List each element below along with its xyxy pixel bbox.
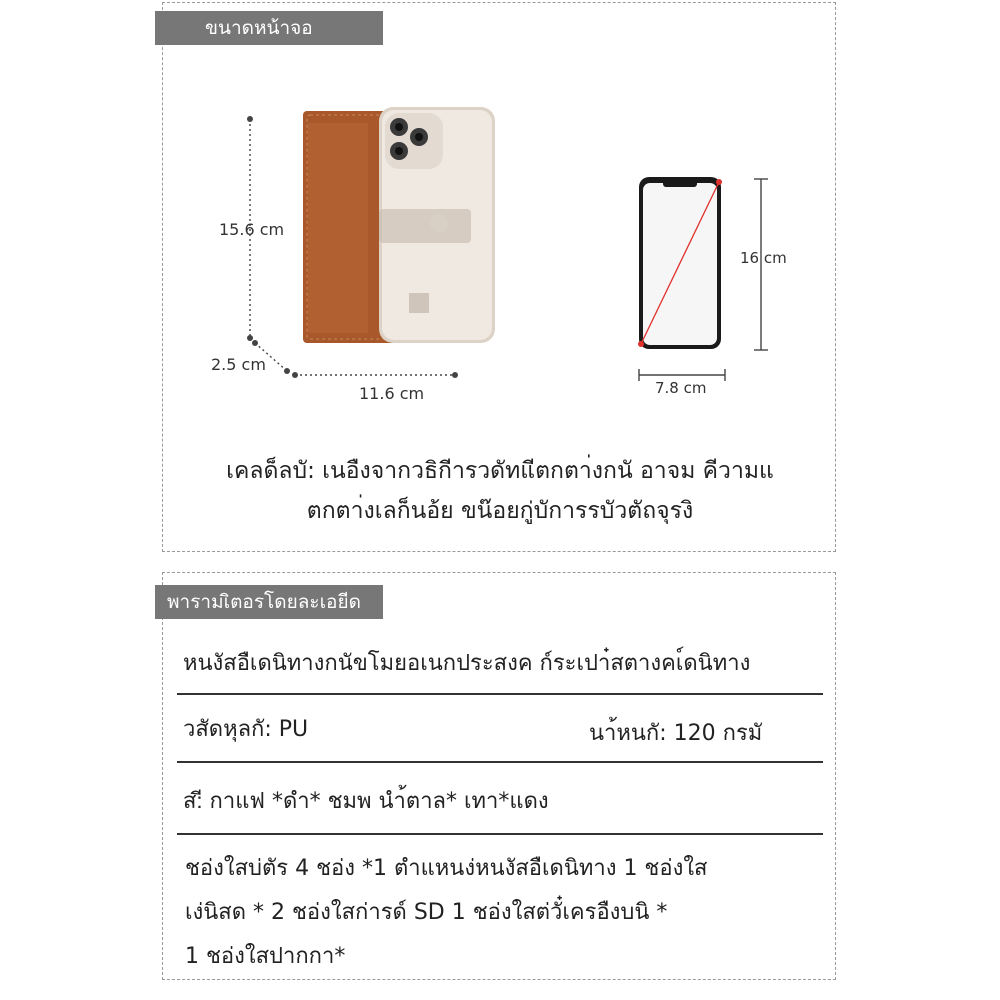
- product-title: หนงัสอืเดนิทางกนัขโมยอเนกประสงค ก์ระเปา๋สตางคเ์ดนิทาง: [183, 651, 751, 676]
- weight-spec: นา้หนกั: 120 กรมั: [589, 721, 763, 746]
- features-line-2: เง่นิสด * 2 ชอ่งใสก่ารด์ SD 1 ชอ่งใสต่วั๋เครอืงบนิ *: [185, 900, 668, 925]
- params-panel: [162, 572, 836, 980]
- wallet-image: [303, 107, 495, 343]
- phone-height-label: 16 cm: [740, 249, 787, 267]
- size-panel: [162, 2, 836, 552]
- section-tag-size: ขนาดหน้าจอ: [155, 11, 383, 45]
- features-spec: [185, 847, 825, 979]
- divider: [177, 693, 823, 695]
- phone-width-label: 7.8 cm: [655, 379, 707, 397]
- features-line-3: 1 ชอ่งใสปากกา*: [185, 944, 346, 969]
- divider: [177, 761, 823, 763]
- section-tag-params: พารามเิตอรโดยละเอยีด: [155, 585, 383, 619]
- note-line-1: เคลด็ลบั: เนอืงจากวธิกีารวดัทแีตกตา่งกนั อาจม คีวามแ: [226, 458, 774, 484]
- wallet-height-label: 15.6 cm: [219, 220, 285, 239]
- wallet-width-label: 11.6 cm: [359, 384, 425, 403]
- color-spec: ส:ี กาแฟ *ดำ* ชมพ นำ้ตาล* เทา*แดง: [183, 789, 549, 814]
- divider: [177, 833, 823, 835]
- measurement-note: [163, 451, 837, 531]
- wallet-depth-label: 2.5 cm: [211, 355, 266, 374]
- material-spec: วสัดหุลกั: PU: [183, 717, 309, 742]
- features-line-1: ชอ่งใสบ่ตัร 4 ชอ่ง *1 ตำแหนง่หนงัสอืเดนิทาง 1 ชอ่งใส: [185, 856, 708, 881]
- phone-image: [638, 177, 722, 349]
- note-line-2: ตกตา่งเลก็นอ้ย ขน๊อยกู่บัการรบัวตัถจุรงิ: [306, 498, 694, 524]
